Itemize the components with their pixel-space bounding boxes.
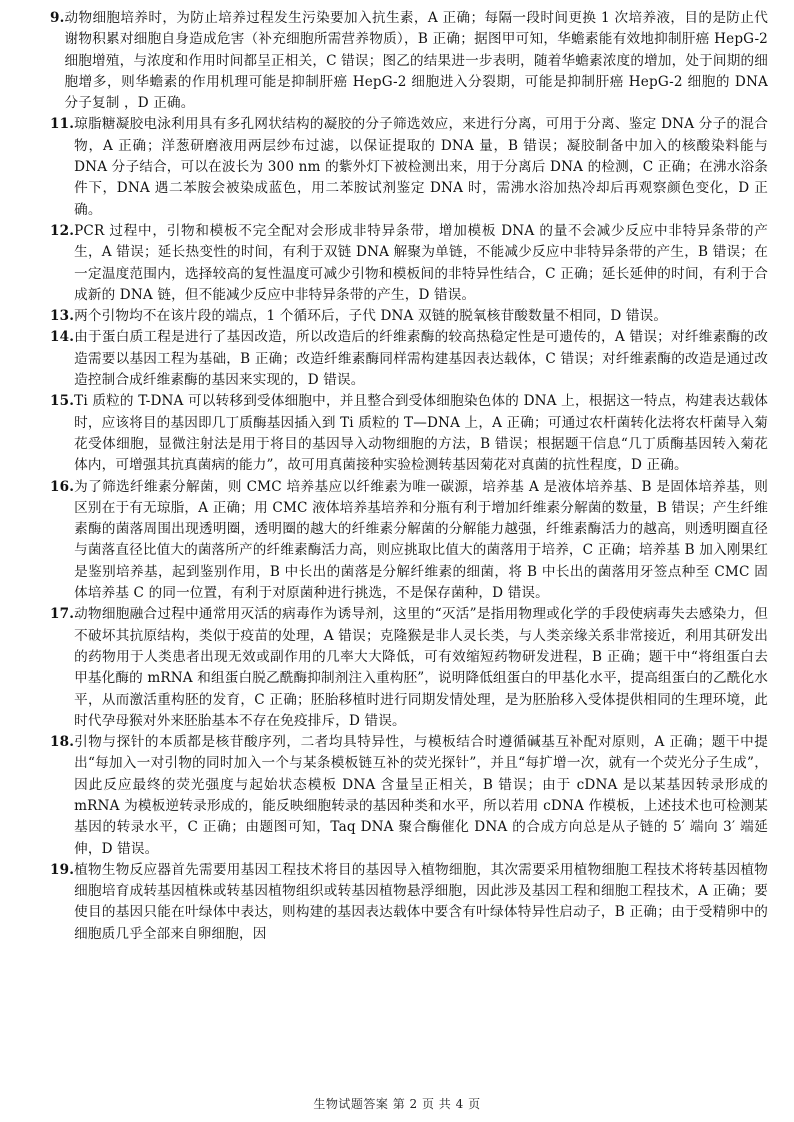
item-text: 为了筛选纤维素分解菌，则 CMC 培养基应以纤维素为唯一碳源，培养基 A 是液体培养基、B 是固体培养基，则区别在于有无琼脂，A 正确；用 CMC 液体培养基培养和分瓶有利于增加纤维素分解菌的数量，B 错误；产生纤维素酶的菌落周围出现透明圈，透明圈的越大的纤维素分解菌的分解能力越强，纤维素酶活力的越高，则透明圈直径与菌落直径比值大的菌落所产的纤维素酶活力高，则应挑取比值大的菌落用于培养，C 正确；培养基 B 加入刚果红是鉴别培养基，起到鉴别作用，B 中长出的菌落是分解纤维素的细菌，将 B 中长出的菌落用牙签点种至 CMC 固体培养基 C 的同一位置，有利于对原菌种进行挑选，不是保存菌种，D 错误。 [74, 478, 768, 602]
item-number: 19. [50, 861, 75, 878]
answer-item-13 [50, 306, 768, 327]
item-text: 琼脂糖凝胶电泳利用具有多孔网状结构的凝胶的分子筛选效应，来进行分离，可用于分离、鉴定 DNA 分子的混合物，A 正确；洋葱研磨液用两层纱布过滤，以保证提取的 DNA 量，B 错误；凝胶制备中加入的核酸染料能与 DNA 分子结合，可以在波长为 300 nm 的紫外灯下被检测出来，用于分离后 DNA 的检测，C 正确；在沸水浴条件下，DNA 遇二苯胺会被染成蓝色，用二苯胺试剂鉴定 DNA 时，需沸水浴加热冷却后再观察颜色变化，D 正确。 [74, 116, 768, 218]
item-text: Ti 质粒的 T-DNA 可以转移到受体细胞中，并且整合到受体细胞染色体的 DNA 上，根据这一特点，构建表达载体时，应该将目的基因即几丁质酶基因插入到 Ti 质粒的 T—DNA 上，A 正确；可通过农杆菌转化法将农杆菌导入菊花受体细胞，显微注射法是用于将目的基因导入动物细胞的方法，B 错误；根据题干信息“几丁质酶基因转入菊花体内，可增强其抗真菌病的能力”，故可用真菌接种实验检测转基因菊花对真菌的抗性程度，D 正确。 [74, 393, 768, 474]
item-number: 11. [50, 116, 75, 133]
answer-item-19 [50, 860, 768, 945]
item-number: 15. [50, 393, 75, 410]
answer-item-17 [50, 604, 768, 732]
item-text: 动物细胞融合过程中通常用灭活的病毒作为诱导剂，这里的“灭活”是指用物理或化学的手段使病毒失去感染力，但不破坏其抗原结构，类似于疫苗的处理，A 错误；克隆猴是非人灵长类，与人类亲缘关系非常接近，利用其研发出的药物用于人类患者出现无效或副作用的几率大大降低，可有效缩短药物研发进程，B 正确；题干中“将组蛋白去甲基化酶的 mRNA 和组蛋白脱乙酰酶抑制剂注入重构胚”，说明降低组蛋白的甲基化水平，提高组蛋白的乙酰化水平，从而激活重构胚的发育，C 正确；胚胎移植时进行同期发情处理，是为胚胎移入受体提供相同的生理环境，此时代孕母猴对外来胚胎基本不存在免疫排斥，D 错误。 [74, 606, 768, 729]
item-number: 16. [50, 478, 75, 495]
item-number: 12. [50, 222, 75, 239]
answer-item-9 [50, 8, 768, 114]
item-text: 动物细胞培养时，为防止培养过程发生污染要加入抗生素，A 正确；每隔一段时间更换 1 次培养液，目的是防止代谢物积累对细胞自身造成危害（补充细胞所需营养物质），B 正确；据图甲可知，华蟾素能有效地抑制肝癌 HepG-2 细胞增殖，与浓度和作用时间都呈正相关，C 错误；图乙的结果进一步表明，随着华蟾素浓度的增加，处于间期的细胞增多，则华蟾素的作用机理可能是抑制肝癌 HepG-2 细胞进入分裂期，可能是抑制肝癌 HepG-2 细胞的 DNA 分子复制 ，D 正确。 [64, 10, 768, 112]
answer-list [50, 8, 768, 945]
item-text: PCR 过程中，引物和模板不完全配对会形成非特异条带，增加模板 DNA 的量不会减少反应中非特异条带的产生，A 错误；延长热变性的时间，有利于双链 DNA 解聚为单链，不能减少反应中非特异条带的产生，B 错误；在一定温度范围内，选择较高的复性温度可减少引物和模板间的非特异性结合，C 正确；延长延伸的时间，有利于合成新的 DNA 链，但不能减少反应中非特异条带的产生，D 错误。 [74, 222, 768, 303]
answer-item-11 [50, 114, 768, 220]
page-footer: 生物试题答案 第 2 页 共 4 页 [313, 1097, 481, 1111]
answer-item-15 [50, 391, 768, 476]
answer-item-16 [50, 477, 768, 605]
item-number: 17. [50, 606, 75, 623]
item-text: 植物生物反应器首先需要用基因工程技术将目的基因导入植物细胞，其次需要采用植物细胞工程技术将转基因植物细胞培育成转基因植株或转基因植物组织或转基因植物悬浮细胞，因此涉及基因工程和细胞工程技术，A 正确；要使目的基因只能在叶绿体中表达，则构建的基因表达载体中要含有叶绿体特异性启动子，B 正确；由于受精卵中的细胞质几乎全部来自卵细胞，因 [74, 861, 768, 942]
item-text: 两个引物均不在该片段的端点，1 个循环后，子代 DNA 双链的脱氧核苷酸数量不相同，D 错误。 [74, 308, 668, 325]
item-number: 9. [50, 10, 65, 26]
answer-item-18 [50, 732, 768, 860]
item-text: 由于蛋白质工程是进行了基因改造，所以改造后的纤维素酶的较高热稳定性是可遗传的，A 错误；对纤维素酶的改造需要以基因工程为基础，B 正确；改造纤维素酶同样需构建基因表达载体，C 错误；对纤维素酶的改造是通过改造控制合成纤维素酶的基因来实现的，D 错误。 [74, 329, 768, 389]
item-text: 引物与探针的本质都是核苷酸序列，二者均具特异性，与模板结合时遵循碱基互补配对原则，A 正确；题干中提出“每加入一对引物的同时加入一个与某条模板链互补的荧光探针”，并且“每扩增一次，就有一个荧光分子生成”，因此反应最终的荧光强度与起始状态模板 DNA 含量呈正相关，B 错误；由于 cDNA 是以某基因转录形成的 mRNA 为模板逆转录形成的，能反映细胞转录的基因种类和水平，所以若用 cDNA 作模板，上述技术也可检测某基因的转录水平，C 正确；由题图可知，Taq DNA 聚合酶催化 DNA 的合成方向总是从子链的 5′ 端向 3′ 端延伸，D 错误。 [74, 734, 768, 857]
item-number: 14. [50, 329, 75, 346]
item-number: 18. [50, 734, 75, 751]
answer-item-14 [50, 327, 768, 391]
item-number: 13. [50, 308, 75, 325]
answer-item-12 [50, 221, 768, 306]
